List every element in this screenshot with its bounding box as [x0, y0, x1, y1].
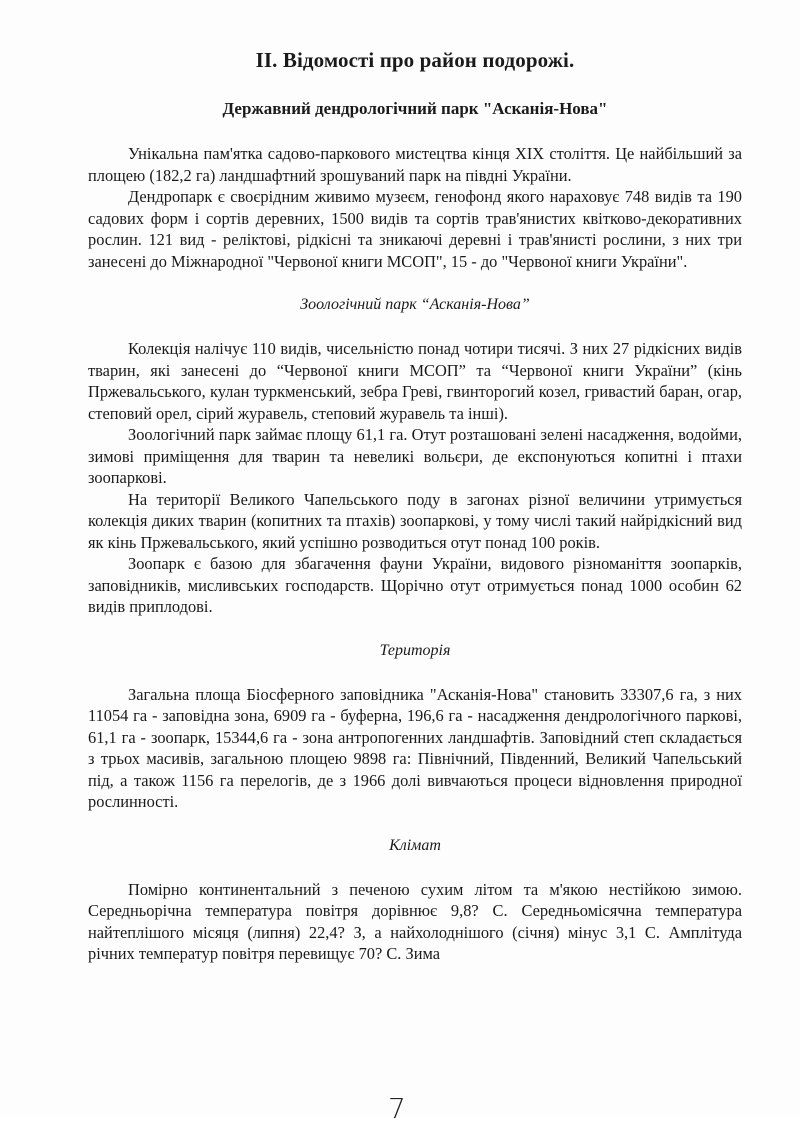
- section-heading-zoo: Зоологічний парк “Асканія-Нова”: [300, 296, 530, 313]
- document-body: [88, 48, 742, 965]
- paragraph: Помірно континентальний з печеною сухим літом та м'якою нестійкою зимою. Середньорічна температура повітря дорівнює 9,8? С. Середньомісячна температура найтеплішого місяця (липня) 22,4? З, а найхолоднішого (січня) мінус 3,1 С. Амплітуда річних температур повітря перевищує 70? С. Зима: [88, 879, 742, 963]
- section-heading-territory: Територія: [379, 641, 451, 659]
- paragraph: Зоологічний парк займає площу 61,1 га. Отут розташовані зелені насадження, водойми, зимові приміщення для тварин та невеликі вольєри, де експонуються копитні і птахи зоопаркові.: [88, 425, 742, 487]
- paragraph: Зоопарк є базою для збагачення фауни України, видового різноманіття зоопарків, заповідників, мисливських господарств. Щорічно отут отримується понад 1000 особин 62 видів приплодові.: [88, 554, 742, 616]
- section-heading-climate: Клімат: [389, 836, 441, 854]
- document-title: II. Відомості про район подорожі.: [255, 48, 575, 72]
- paragraph: Дендропарк є своєрідним живимо музеєм, генофонд якого нараховує 748 видів та 190 садових форм і сортів деревних, 1500 видів та сортів трав'янистих квітково-декоративних рослин. 121 вид - реліктові, рідкісні та зникаючі деревні і трав'янисті рослини, з них три занесені до Міжнародної "Червоної книги МСОП", 15 - до "Червоної книги України".: [88, 187, 742, 271]
- paragraph: Унікальна пам'ятка садово-паркового мистецтва кінця XIX століття. Це найбільший за площею (182,2 га) ландшафтний зрошуваний парк на півдні України.: [88, 144, 742, 185]
- page-number: 7: [388, 1092, 406, 1125]
- paragraph: На території Великого Чапельського поду в загонах різної величини утримується колекція диких тварин (копитних та птахів) зоопаркові, у тому числі такий найрідкісний вид як кінь Пржевальського, який успішно розводиться отут понад 100 років.: [88, 489, 742, 552]
- section-heading-dendropark: Державний дендрологічний парк "Асканія-Нова": [222, 99, 608, 118]
- paragraph: Загальна площа Біосферного заповідника "Асканія-Нова" становить 33307,6 га, з них 11054 га - заповідна зона, 6909 га - буферна, 196,6 га - насадження дендрологічного паркові, 61,1 га - зоопарк, 15344,6 га - зона антропогенних ландшафтів. Заповідний степ складається з трьох масивів, загальною площею 9898 га: Північний, Південний, Великий Чапельський під, а також 1156 га перелогів, де з 1966 долі вивчаються процеси відновлення природної рослинності.: [88, 684, 742, 811]
- paragraph: Колекція налічує 110 видів, чисельністю понад чотири тисячі. З них 27 рідкісних видів тварин, які занесені до “Червоної книги МСОП” та “Червоної книги України” (кінь Пржевальського, кулан туркменський, зебра Греві, гвинторогий козел, гривастий баран, огар, степовий орел, сірий журавель, степовий журавель та інші).: [88, 339, 742, 423]
